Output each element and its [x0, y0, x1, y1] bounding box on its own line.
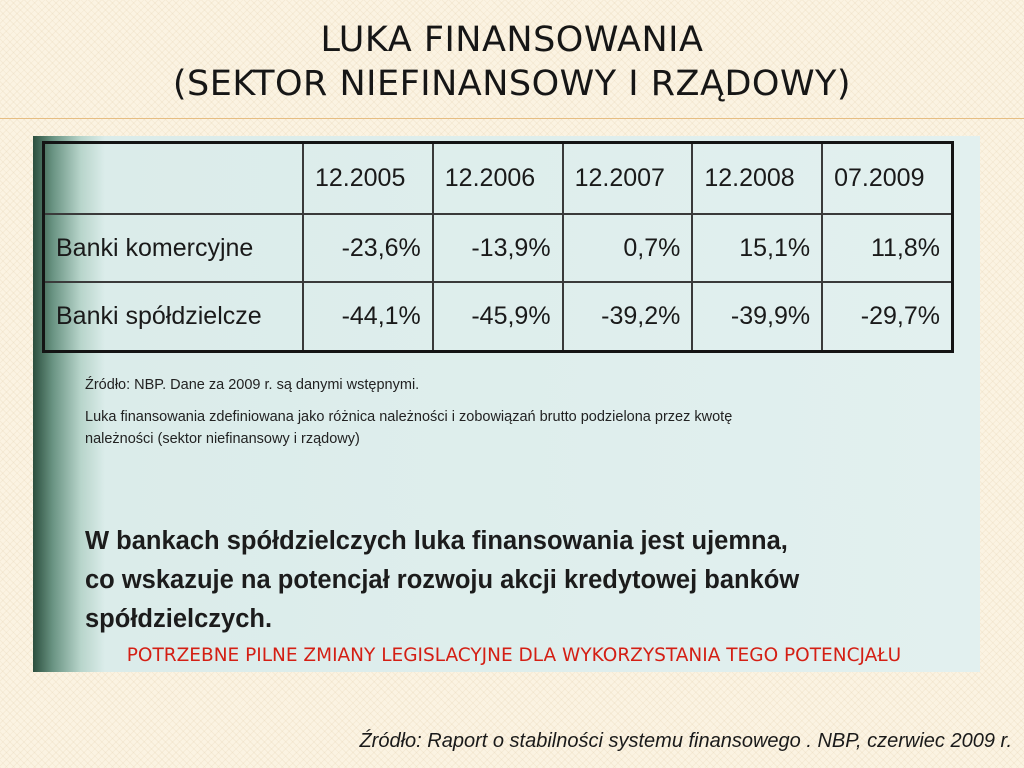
definition-line-2: należności (sektor niefinansowy i rządowy) — [85, 431, 360, 447]
definition-line-1: Luka finansowania zdefiniowana jako różnica należności i zobowiązań brutto podzielona przez kwotę — [85, 409, 733, 425]
table-cell: 11,8% — [822, 214, 952, 283]
content-panel — [33, 136, 980, 672]
source-note: Źródło: NBP. Dane za 2009 r. są danymi wstępnymi. — [85, 377, 420, 393]
row-label: Banki komercyjne — [44, 214, 304, 283]
table-cell: -23,6% — [303, 214, 433, 283]
conclusion-line-2: co wskazuje na potencjał rozwoju akcji kredytowej banków — [85, 566, 800, 594]
footer-source: Źródło: Raport o stabilności systemu finansowego . NBP, czerwiec 2009 r. — [359, 730, 1012, 752]
table-cell: -13,9% — [433, 214, 563, 283]
table-cell: 0,7% — [563, 214, 693, 283]
financing-gap-table — [42, 141, 954, 353]
key-conclusion — [85, 522, 925, 639]
table-cell: -39,9% — [692, 282, 822, 351]
column-header: 12.2007 — [563, 143, 693, 214]
table-cell: -29,7% — [822, 282, 952, 351]
conclusion-line-1: W bankach spółdzielczych luka finansowania jest ujemna, — [85, 527, 788, 555]
column-header: 12.2008 — [692, 143, 822, 214]
row-label: Banki spółdzielcze — [44, 282, 304, 351]
column-header: 12.2006 — [433, 143, 563, 214]
slide-title — [0, 18, 1024, 106]
table-row — [44, 282, 953, 351]
table-cell: -39,2% — [563, 282, 693, 351]
table-cell: 15,1% — [692, 214, 822, 283]
slide-title-line-1: LUKA FINANSOWANIA — [320, 20, 704, 60]
conclusion-line-3: spółdzielczych. — [85, 605, 273, 633]
slide-title-line-2: (SEKTOR NIEFINANSOWY I RZĄDOWY) — [172, 64, 852, 104]
table-cell: -44,1% — [303, 282, 433, 351]
table-notes — [85, 374, 865, 460]
table-corner-cell — [44, 143, 304, 214]
column-header: 12.2005 — [303, 143, 433, 214]
table-header-row — [44, 143, 953, 214]
title-divider — [0, 118, 1024, 119]
table-row — [44, 214, 953, 283]
column-header: 07.2009 — [822, 143, 952, 214]
table-cell: -45,9% — [433, 282, 563, 351]
definition-note — [85, 406, 865, 450]
legislation-callout: POTRZEBNE PILNE ZMIANY LEGISLACYJNE DLA WYKORZYSTANIA TEGO POTENCJAŁU — [126, 645, 902, 666]
